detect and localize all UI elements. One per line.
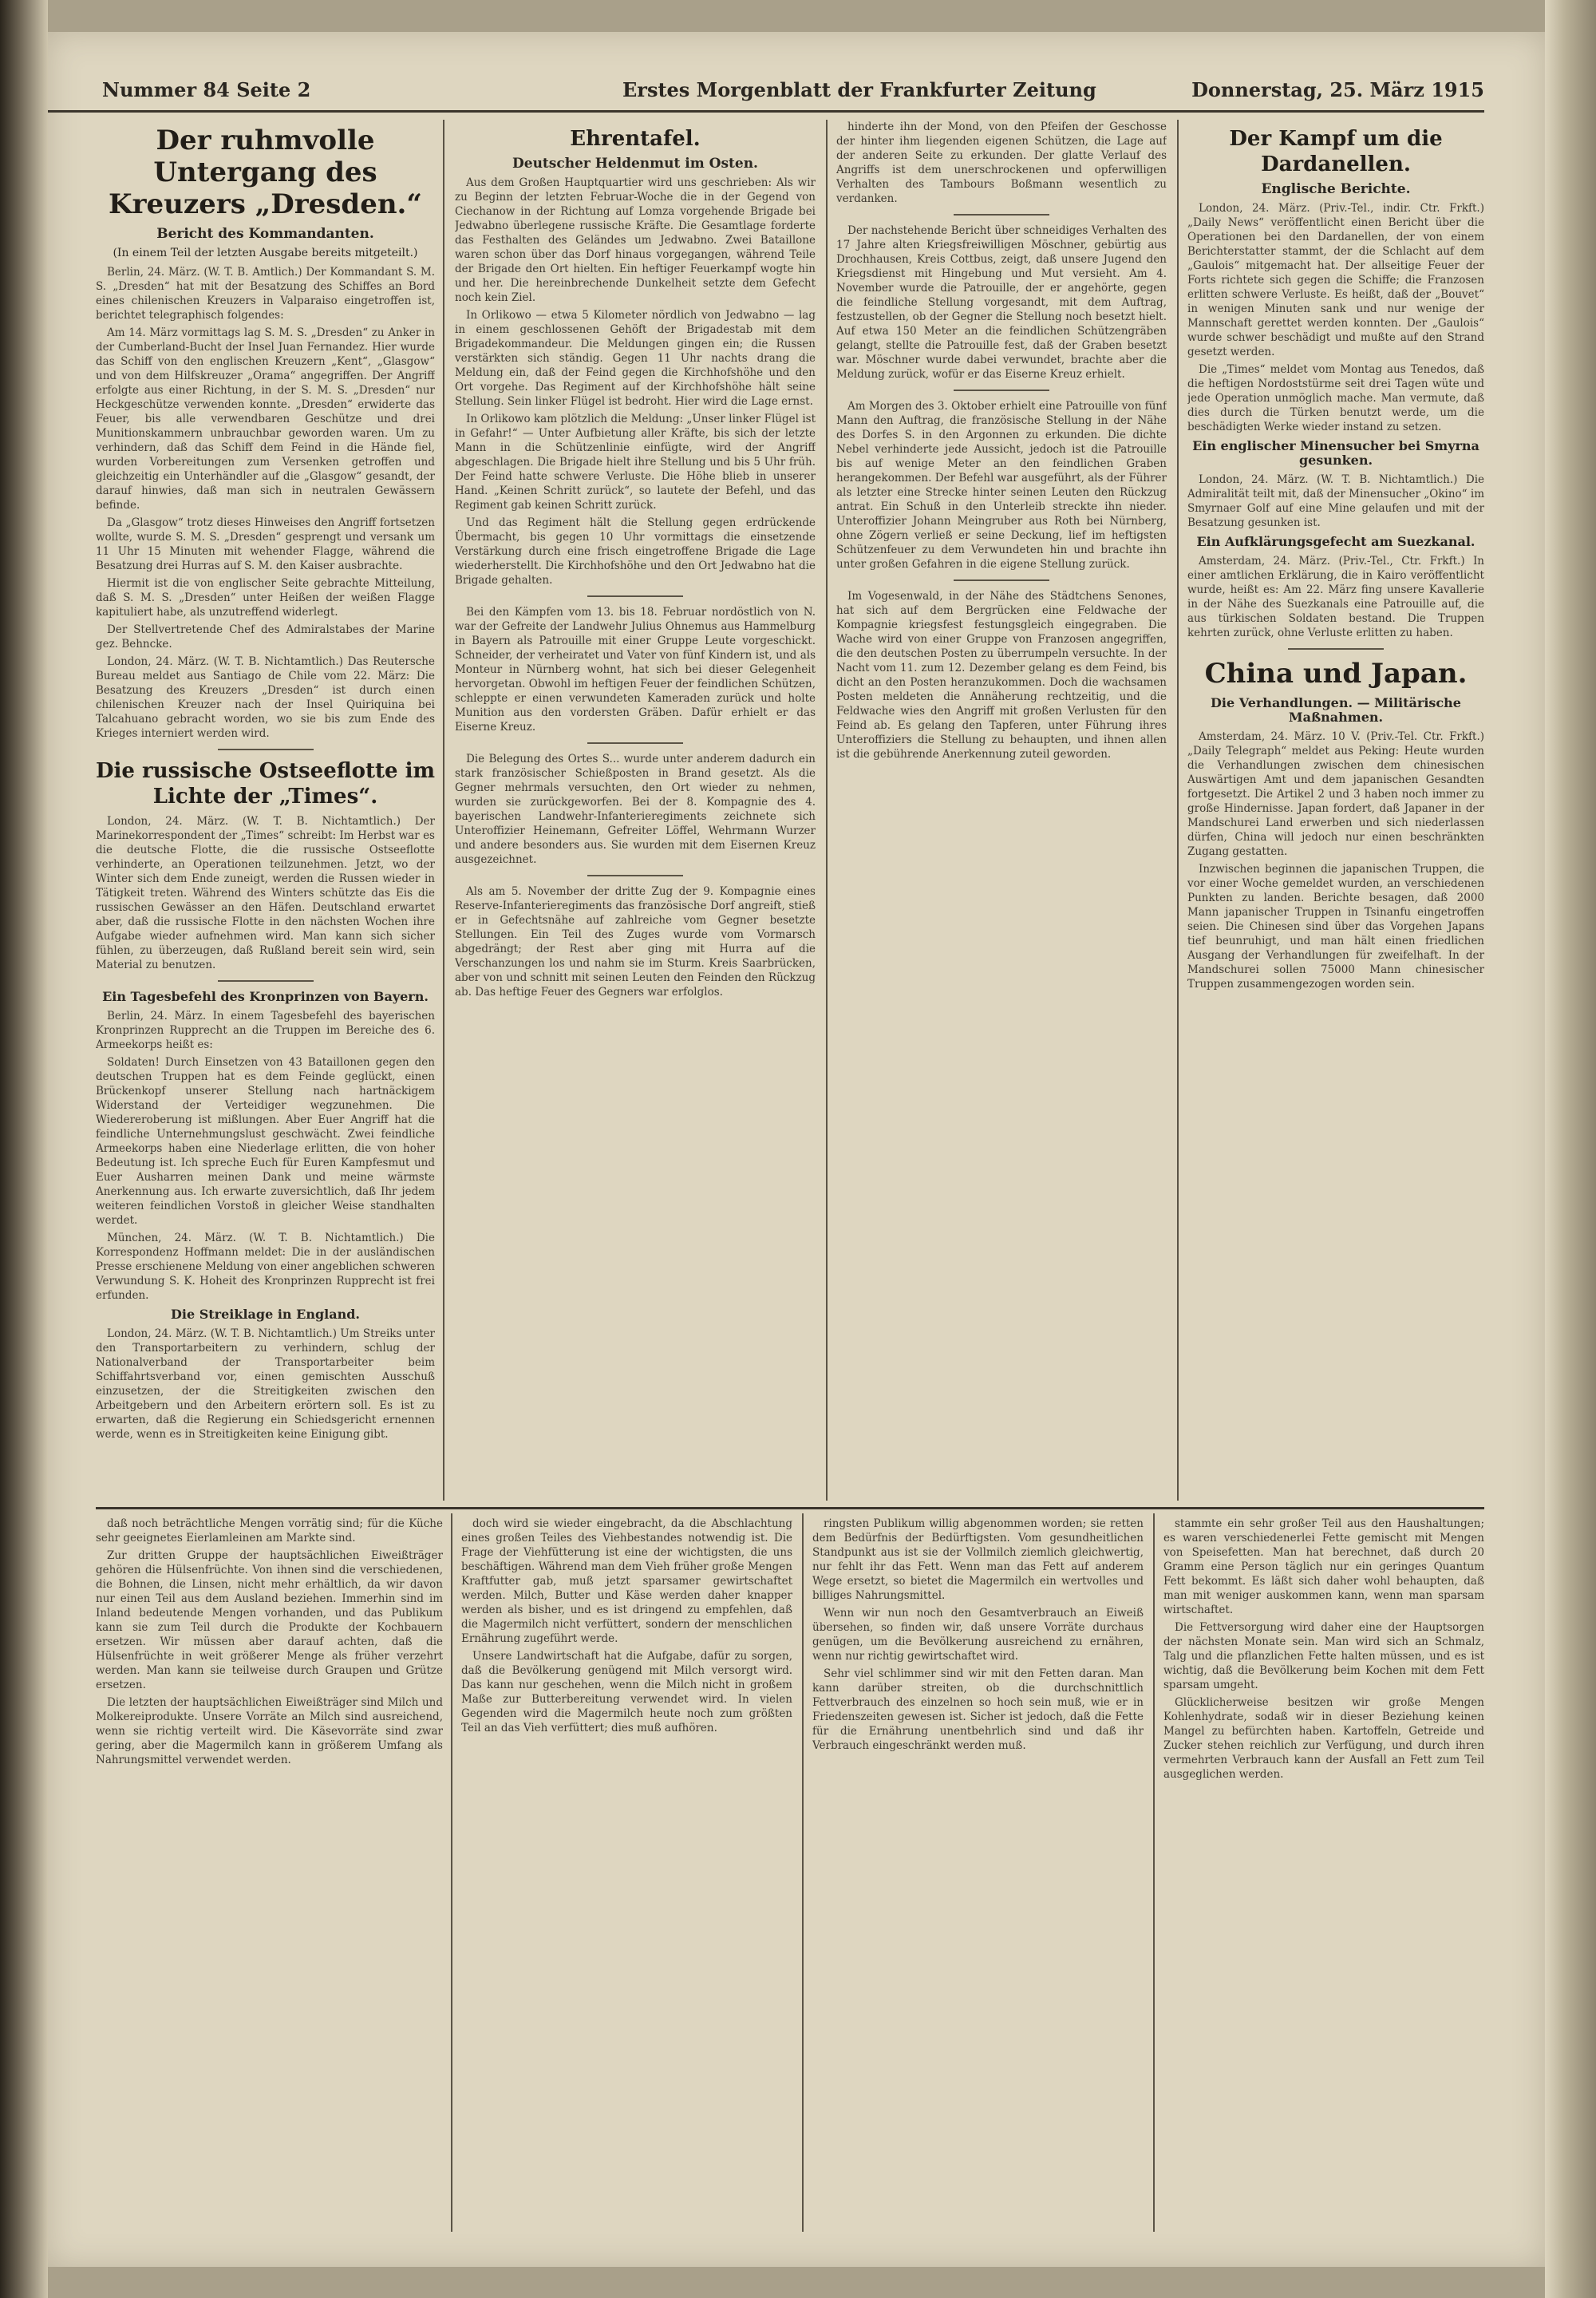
column-4 [1187,120,1484,1502]
paragraph: Die letzten der hauptsächlichen Eiweißträger sind Milch und Molkereiprodukte. Unsere Vorräte an Milch sind ausreichend, wenn sie richtig verteilt wird. Die Käsevorräte sind zwar gering, aber die Magermilch kann in größerem Umfang als Nahrungsmittel verwendet werden. [96,1696,443,1766]
paragraph: daß noch beträchtliche Mengen vorrätig sind; für die Küche sehr geeignetes Eierlamleinen am Markte sind. [96,1517,443,1545]
column-1 [96,120,435,1502]
paragraph: In Orlikowo kam plötzlich die Meldung: „Unser linker Flügel ist in Gefahr!“ — Unter Aufbietung aller Kräfte, bis sich der letzte Mann in die Schützenlinie einfügte, wird der Angriff abgeschlagen. Die Brigade hielt ihre Stellung und bis 5 Uhr früh. Der Feind hatte schwere Verluste. Die Höhe blieb in unserer Hand. „Keinen Schritt zurück“, so lautete der Befehl, und das Regiment gab keinen Schritt zurück. [455,413,816,512]
article-subheadline: Bericht des Kommandanten. [156,226,374,242]
article-note: (In einem Teil der letzten Ausgabe bereits mitgeteilt.) [113,247,418,259]
paragraph: Sehr viel schlimmer sind wir mit den Fetten daran. Man kann darüber streiten, ob die durchschnittlich Fettverbrauch des einzelnen so hoch sein muß, wie er in Friedenszeiten gewesen ist. Sicher ist jedoch, daß die Fette für die Ernährung unentbehrlich sind und daß ihr Verbrauch eingeschränkt werden muß. [812,1667,1144,1752]
divider [587,875,683,876]
article-headline-streiklage: Die Streiklage in England. [171,1307,360,1322]
paragraph: München, 24. März. (W. T. B. Nichtamtlich.) Die Korrespondenz Hoffmann meldet: Die in der ausländischen Presse erschienene Meldung von einer angeblichen schweren Verwundung S. K. Hoheit des Kronprinzen Rupprecht ist frei erfunden. [96,1232,435,1302]
paragraph: Im Vogesenwald, in der Nähe des Städtchens Senones, hat sich auf dem Bergrücken eine Feldwache der Kompagnie kriegsfest festungsgleich eingegraben. Die Wache wird von einer Gruppe von Franzosen angegriffen, die den deutschen Posten zu überrumpeln versuchte. In der Nacht vom 11. zum 12. Dezember gelang es dem Feind, bis dicht an den Posten heranzukommen. Doch die wachsamen Posten meldeten die Annäherung rechtzeitig, und die Feldwache wies den Angriff mit großen Verlusten für den Feind ab. Es gelang den Tapferen, unter Führung ihres Unteroffiziers die Stellung zu behaupten, und ihnen allen ist die gebührende Anerkennung zuteil geworden. [836,590,1167,761]
paragraph: Berlin, 24. März. (W. T. B. Amtlich.) Der Kommandant S. M. S. „Dresden“ hat mit der Besatzung des Schiffes an Bord eines chilenischen Kreuzers in Valparaiso eingetroffen ist, berichtet telegraphisch folgendes: [96,266,435,322]
paragraph: London, 24. März. (W. T. B. Nichtamtlich.) Die Admiralität teilt mit, daß der Minensucher „Okino“ im Smyrnaer Golf auf eine Mine gelaufen und mit der Besatzung gesunken ist. [1187,473,1484,529]
paragraph: Als am 5. November der dritte Zug der 9. Kompagnie eines Reserve-Infanterieregiments das französische Dorf angreift, stieß er in Gefechtsnähe auf zahlreiche vom Gegner besetzte Stellungen. Ein Teil des Zuges wurde vom Vormarsch abgedrängt; der Rest aber ging mit Hurra auf die Verschanzungen los und nahm sie im Sturm. Kreis Saarbrücken, aber von und schnitt mit seinen Leuten den Feinden den Rückzug ab. Das heftige Feuer des Gegners war erfolglos. [455,885,816,999]
bottom-column-4 [1163,1517,1484,2235]
divider [954,390,1049,391]
divider [218,749,314,750]
issue-number: Nummer 84 Seite 2 [102,78,311,101]
newspaper-title: Erstes Morgenblatt der Frankfurter Zeitung [622,78,1096,101]
article-headline-suezkanal: Ein Aufklärungsgefecht am Suezkanal. [1196,534,1476,549]
paragraph: Und das Regiment hält die Stellung gegen erdrückende Übermacht, bis gegen 10 Uhr vormittags die einsetzende Verstärkung durch eine frisch eingetroffene Brigade die Lage wiederherstellt. Die Kirchhofshöhe und den Ort Jedwabno hat die Brigade gehalten. [455,516,816,587]
paragraph: In Orlikowo — etwa 5 Kilometer nördlich von Jedwabno — lag in einem geschlossenen Gehöft der Brigadestab mit dem Brigadekommandeur. Die Meldungen gingen ein; die Russen verstärkten sich ständig. Gegen 11 Uhr nachts drang die Meldung ein, daß der Feind gegen die Kirchhofshöhe und den Ort vorgehe. Das Regiment auf der Kirchhofshöhe hält seine Stellung. Sein linker Flügel ist bedroht. Hier wird die Lage ernst. [455,309,816,408]
column-rule [1177,120,1179,1501]
column-rule [802,1513,804,2232]
book-page-edges-right [1545,0,1596,2298]
issue-date: Donnerstag, 25. März 1915 [1191,78,1484,101]
divider [1288,648,1384,650]
paragraph: Die Fettversorgung wird daher eine der Hauptsorgen der nächsten Monate sein. Man wird sich an Schmalz, Talg und die pflanzlichen Fette halten müssen, und es ist wichtig, daß die Bevölkerung beim Kochen mit dem Fett sparsam umgeht. [1163,1621,1484,1691]
masthead [48,77,1484,113]
paragraph: Bei den Kämpfen vom 13. bis 18. Februar nordöstlich von N. war der Gefreite der Landwehr Julius Ohnemus aus Hammelburg in Bayern als Patrouille mit einer Gruppe Leute vorgeschickt. Schneider, der verheiratet und Vater von fünf Kindern ist, und als Monteur in Nürnberg wohnt, hat sich bei dieser Gelegenheit hervorgetan. Obwohl im heftigen Feuer der feindlichen Schützen, schleppte er einen verwundeten Kameraden zurück und holte Munition aus den vordersten Gräben. Dafür erhielt er das Eiserne Kreuz. [455,606,816,734]
article-headline-kronprinz: Ein Tagesbefehl des Kronprinzen von Bayern. [102,989,429,1004]
paragraph: Amsterdam, 24. März. 10 V. (Priv.-Tel. Ctr. Frkft.) „Daily Telegraph“ meldet aus Peking: Heute wurden die Verhandlungen zwischen dem chinesischen Auswärtigen Amt und dem japanischen Gesandten fortgesetzt. Die Artikel 2 und 3 haben noch immer zu große Hindernisse. Japan fordert, daß Japaner in der Mandschurei Land erwerben und sich niederlassen dürfen, China will jedoch nur einen beschränkten Zugang gestatten. [1187,730,1484,858]
paragraph: Unsere Landwirtschaft hat die Aufgabe, dafür zu sorgen, daß die Bevölkerung genügend mit Milch versorgt wird. Das kann nur geschehen, wenn die Milch nicht in großem Maße zur Butterbereitung verwendet wird. In vielen Gegenden wird die Magermilch heute noch zum größten Teil an das Vieh verfüttert; dies muß aufhören. [461,1650,792,1734]
column-2 [455,120,816,1502]
article-headline-ostseeflotte: Die russische Ostseeflotte im Lichte der „Times“. [96,759,435,809]
divider [954,214,1049,216]
paragraph: Glücklicherweise besitzen wir große Mengen Kohlenhydrate, sodaß wir in dieser Beziehung keinen Mangel zu befürchten haben. Kartoffeln, Getreide und Zucker stehen reichlich zur Verfügung, und durch ihren vermehrten Verbrauch kann der Ausfall an Fett zum Teil ausgeglichen werden. [1163,1696,1484,1781]
paragraph: stammte ein sehr großer Teil aus den Haushaltungen; es waren verschiedenerlei Fette gemischt mit Mengen von Speisefetten. Man hat berechnet, daß durch 20 Gramm eine Person täglich nur ein geringes Quantum Fett bekommt. Es läßt sich daher wohl behaupten, daß man mit weniger auskommen kann, wenn man sparsam wirtschaftet. [1163,1517,1484,1616]
divider [218,980,314,982]
paragraph: Die Belegung des Ortes S... wurde unter anderem dadurch ein stark französischer Schießposten in Brand gesetzt. Als die Gegner mehrmals versuchten, den Ort wieder zu nehmen, wurden sie zurückgeworfen. Bei der 8. Kompagnie des 4. bayerischen Landwehr-Infanterieregiments zeichnete sich Unteroffizier Heinemann, Gefreiter Löffel, Wehrmann Wurzer und andere besonders aus. Sie wurden mit dem Eisernen Kreuz ausgezeichnet. [455,753,816,866]
article-subheadline: Englische Berichte. [1261,181,1411,197]
column-rule [1153,1513,1155,2232]
paragraph: Inzwischen beginnen die japanischen Truppen, die vor einer Woche gemeldet wurden, an verschiedenen Punkten zu landen. Berichte besagen, daß 2000 Mann japanischer Truppen in Tsinanfu eingetroffen seien. Die Chinesen sind über das Vorgehen Japans tief beunruhigt, und man hält einen friedlichen Ausgang der Verhandlungen für zweifelhaft. In der Mandschurei sollen 75000 Mann chinesischer Truppen zusammengezogen worden sein. [1187,863,1484,991]
paragraph: Am Morgen des 3. Oktober erhielt eine Patrouille von fünf Mann den Auftrag, die französische Stellung in der Nähe des Dorfes S. in den Argonnen zu erkunden. Die dichte Nebel verhinderte jede Aussicht, jedoch ist die Patrouille bis auf wenige Meter an den feindlichen Graben herangekommen. Der Befehl war ausgeführt, als der Führer als letzter eine Strecke hinter seinen Leuten den Rückzug antrat. Ein Schuß in den Unterleib streckte ihn nieder. Unteroffizier Johann Meingruber aus Roth bei Nürnberg, ohne Zögern verließ er seine Deckung, lief im heftigsten Schützenfeuer zu dem Verwundeten hin und brachte ihn unter großen Gefahren in die eigene Stellung zurück. [836,400,1167,571]
paragraph: Wenn wir nun noch den Gesamtverbrauch an Eiweiß übersehen, so finden wir, daß unsere Vorräte durchaus genügen, um die Bevölkerung ausreichend zu ernähren, wenn nur richtig gewirtschaftet wird. [812,1607,1144,1663]
column-rule [443,120,444,1501]
paragraph: Zur dritten Gruppe der hauptsächlichen Eiweißträger gehören die Hülsenfrüchte. Von ihnen sind die verschiedenen, die Bohnen, die Linsen, nicht mehr erhältlich, da wir davon nur einen Teil aus dem Ausland beziehen. Immerhin sind im Inland bedeutende Mengen vorhanden, und das Publikum kann sie zum Teil durch die Produkte der Kochbauern ersetzen. Wir müssen aber darauf achten, daß die Hülsenfrüchte in weit größerer Menge als früher verzehrt werden. Man kann sie teilweise durch Graupen und Grütze ersetzen. [96,1549,443,1691]
paragraph: ringsten Publikum willig abgenommen worden; sie retten dem Bedürfnis der Bedürftigsten. Vom gesundheitlichen Standpunkt aus ist sie der Vollmilch ziemlich gleichwertig, nur fehlt ihr das Fett. Wenn man das Fett auf anderem Wege ersetzt, so bietet die Magermilch ein wertvolles und billiges Nahrungsmittel. [812,1517,1144,1602]
paragraph: Da „Glasgow“ trotz dieses Hinweises den Angriff fortsetzen wollte, wurde S. M. S. „Dresden“ gesprengt und versank um 11 Uhr 15 Minuten mit wehender Flagge, während die Besatzung drei Hurras auf S. M. den Kaiser ausbrachte. [96,516,435,572]
paragraph: London, 24. März. (W. T. B. Nichtamtlich.) Um Streiks unter den Transportarbeitern zu verhindern, schlug der Nationalverband der Transportarbeiter beim Schiffahrtsverband vor, einen gemischten Ausschuß einzusetzen, der die Streitigkeiten zwischen den Arbeitgebern und den Arbeitern erörtern soll. Es ist zu erwarten, daß die Regierung ein Schiedsgericht ernennen werde, wenn es in Streitigkeiten keine Einigung gibt. [96,1327,435,1441]
feuilleton-separator [96,1507,1484,1509]
column-rule [451,1513,452,2232]
paragraph: Hiermit ist die von englischer Seite gebrachte Mitteilung, daß S. M. S. „Dresden“ unter Heißen der weißen Flagge kapituliert habe, als unzutreffend widerlegt. [96,577,435,619]
article-subheadline: Die Verhandlungen. — Militärische Maßnahmen. [1211,695,1461,725]
paragraph: hinderte ihn der Mond, von den Pfeifen der Geschosse der hinter ihm liegenden eigenen Schützen, die Lage auf der anderen Seite zu erkunden. Der glatte Verlauf des Angriffs ist dem unerschrockenen und opferwilligen Verhalten des Tambours Boßmann wesentlich zu verdanken. [836,121,1167,205]
paragraph: Der nachstehende Bericht über schneidiges Verhalten des 17 Jahre alten Kriegsfreiwilligen Möschner, gebürtig aus Drochhausen, Kreis Cottbus, zeigt, daß unsere Jugend den Kriegsdienst mit Hingebung und Mut versieht. Am 4. November wurde die Patrouille, der er angehörte, gegen die feindliche Stellung vorgesandt, mit dem Auftrag, festzustellen, ob der Gegner die Stellung noch besetzt hielt. Auf etwa 150 Meter an die feindlichen Schützengräben gelangt, stellte die Patrouille fest, daß der Graben besetzt war. Möschner wurde dabei verwundet, brachte aber die Meldung zurück, wofür er das Eiserne Kreuz erhielt. [836,224,1167,381]
divider [587,595,683,597]
paragraph: Soldaten! Durch Einsetzen von 43 Bataillonen gegen den deutschen Truppen hat es dem Feinde geglückt, einen Brückenkopf unserer Stellung nach hartnäckigem Widerstand der Verteidiger wegzunehmen. Die Wiedereroberung ist mißlungen. Aber Euer Angriff hat die feindliche Unternehmungslust geschwächt. Zwei feindliche Armeekorps haben eine Niederlage erlitten, die von hoher Bedeutung ist. Ich spreche Euch für Euren Kampfesmut und Euer Ausharren meinen Dank und meine wärmste Anerkennung aus. Ich erwarte zuversichtlich, daß Ihr jedem weiteren feindlichen Vorstoß in gleicher Weise standhalten werdet. [96,1056,435,1227]
article-headline-dardanellen: Der Kampf um die Dardanellen. [1229,127,1443,176]
bottom-column-1 [96,1517,443,2235]
bottom-column-3 [812,1517,1144,2235]
book-binding-left [0,0,48,2298]
paragraph: Amsterdam, 24. März. (Priv.-Tel., Ctr. Frkft.) In einer amtlichen Erklärung, die in Kairo veröffentlicht wurde, heißt es: Am 22. März fing unsere Kavallerie in der Nähe des Suezkanals eine Patrouille auf, die aus türkischen Soldaten bestand. Die Truppen kehrten zurück, ohne Verluste erlitten zu haben. [1187,555,1484,639]
divider [587,742,683,744]
divider [954,579,1049,581]
paragraph: London, 24. März. (W. T. B. Nichtamtlich.) Der Marinekorrespondent der „Times“ schreibt: Im Herbst war es die deutsche Flotte, die die russische Ostseeflotte verhinderte, an Operationen teilzunehmen. Jetzt, wo der Winter sich dem Ende zuneigt, werden die Russen wieder in Tätigkeit treten. Während des Winters schützte das Eis die russischen Gewässer an den Häfen. Deutschland erwartet aber, daß die russische Flotte in den nächsten Wochen ihre Aufgabe wieder aufnehmen wird. Man kann sich sicher fühlen, zu überzeugen, daß Rußland bereit sein wird, sein Material zu benutzen. [96,815,435,971]
paragraph: London, 24. März. (W. T. B. Nichtamtlich.) Das Reutersche Bureau meldet aus Santiago de Chile vom 22. März: Die Besatzung des Kreuzers „Dresden“ ist durch einen chilenischen Kreuzer nach der Insel Quiriquina bei Talcahuano gebracht worden, wo sie bis zum Ende des Krieges interniert werden wird. [96,655,435,740]
article-headline-ehrentafel: Ehrentafel. [570,127,701,151]
bottom-column-2 [461,1517,792,2235]
paragraph: Die „Times“ meldet vom Montag aus Tenedos, daß die heftigen Nordoststürme seit drei Tagen wüte und jede Operation unmöglich mache. Man vermute, daß dies durch die Türken benutzt werde, um die beschädigten Werke wieder instand zu setzen. [1187,363,1484,433]
paragraph: London, 24. März. (Priv.-Tel., indir. Ctr. Frkft.) „Daily News“ veröffentlicht einen Bericht über die Operationen bei den Dardanellen, der von einem Berichterstatter stammt, der die Schlacht auf dem „Gaulois“ mitgemacht hat. Der allseitige Feuer der Forts richtete sich gegen die Schiffe; die Franzosen erlitten schwere Verluste. Es heißt, daß der „Bouvet“ in wenigen Minuten sank und nur wenige der Mannschaft gerettet werden konnten. Der „Gaulois“ wurde schwer beschädigt und mußte auf den Strand gesetzt werden. [1187,202,1484,358]
paragraph: Am 14. März vormittags lag S. M. S. „Dresden“ zu Anker in der Cumberland-Bucht der Insel Juan Fernandez. Hier wurde das Schiff von den englischen Kreuzern „Kent“, „Glasgow“ und von dem Hilfskreuzer „Orama“ angegriffen. Der Angriff erfolgte aus einer Richtung, in der S. M. S. „Dresden“ nur Heckgeschütze verwenden konnte. „Dresden“ erwiderte das Feuer, bis alle verwendbaren Geschütze und drei Munitionskammern unbrauchbar geworden waren. Um zu verhindern, daß das Schiff dem Feind in die Hände fiel, wurden Vorbereitungen zum Versenken getroffen und gleichzeitig ein Unterhändler auf die „Glasgow“ gesandt, der darauf hinwies, daß man sich in neutralen Gewässern befinde. [96,326,435,512]
column-rule [826,120,828,1501]
column-3 [836,120,1167,1502]
paragraph: Berlin, 24. März. In einem Tagesbefehl des bayerischen Kronprinzen Rupprecht an die Truppen im Bereiche des 6. Armeekorps heißt es: [96,1010,435,1051]
paragraph: doch wird sie wieder eingebracht, da die Abschlachtung eines großen Teiles des Viehbestandes notwendig ist. Die Frage der Viehfütterung ist eine der wichtigsten, die uns beschäftigen. Während man dem Vieh früher große Mengen Kraftfutter gab, muß jetzt sparsamer gewirtschaftet werden. Milch, Butter und Käse werden daher knapper werden als bisher, und es ist dringend zu empfehlen, daß die Magermilch nicht verfüttert, sondern der menschlichen Ernährung zugeführt werde. [461,1517,792,1645]
article-headline-dresden: Der ruhmvolle Untergang des Kreuzers „Dresden.“ [109,125,422,220]
article-headline-minensucher: Ein englischer Minensucher bei Smyrna gesunken. [1192,438,1479,468]
paragraph: Der Stellvertretende Chef des Admiralstabes der Marine gez. Behncke. [96,623,435,651]
paragraph: Aus dem Großen Hauptquartier wird uns geschrieben: Als wir zu Beginn der letzten Februar-Woche die in der Gegend von Ciechanow in der Richtung auf Lomza vorgehende Brigade bei Jedwabno überlegene russische Kräfte. Die Gesamtlage forderte das Festhalten des Geländes um Jedwabno. Zwei Bataillone waren schon über das Dorf hinaus vorgegangen, während Teile der Brigade den Ort hielten. Ein heftiger Feuerkampf wogte hin und her. Die hereinbrechende Dunkelheit setzte dem Gefecht noch kein Ziel. [455,176,816,304]
article-subheadline: Deutscher Heldenmut im Osten. [512,156,758,172]
article-headline-china-japan: China und Japan. [1204,658,1468,690]
